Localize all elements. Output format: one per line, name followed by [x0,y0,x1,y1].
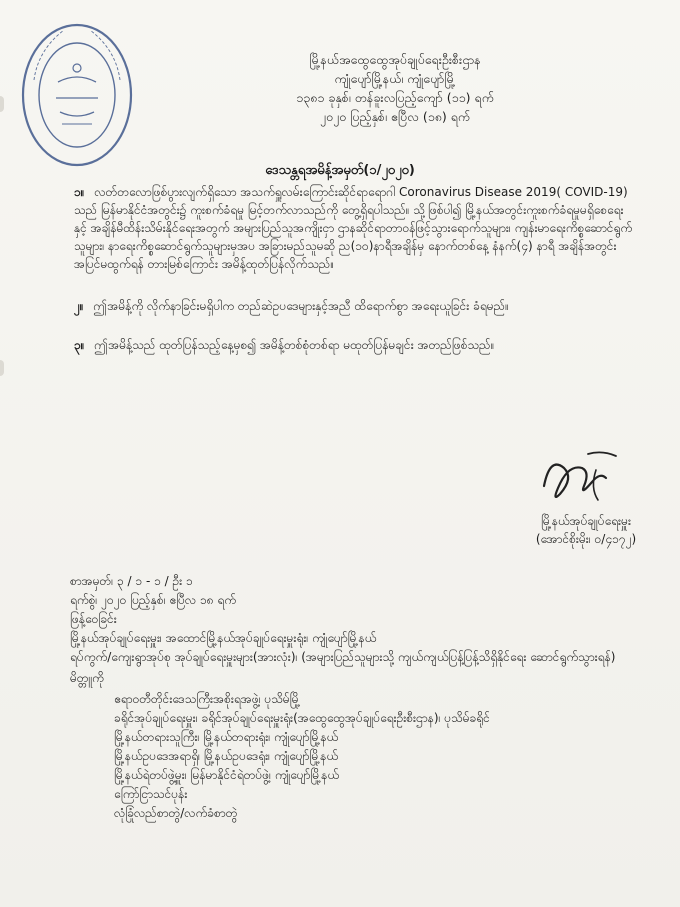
letter-date: ရက်စွဲ၊ ၂၀၂၀ ပြည့်နှစ်၊ ဧပြီလ ၁၈ ရက် [70,593,237,607]
paragraph-1 [74,183,634,273]
myanmar-date: ၁၃၈၁ ခုနှစ်၊ တန်ခူးလပြည့်ကျော် (၁၁) ရက် [296,90,494,105]
department-name: မြို့နယ်အထွေထွေအုပ်ချုပ်ရေးဦးစီးဌာန [309,52,481,67]
township-name: ကျုံပျော်မြို့နယ်၊ ကျုံပျော်မြို့ [334,71,456,86]
signatory-block [506,512,666,548]
distribution-recipient: ရပ်ကွက်/ကျေးရွာအုပ်စု အုပ်ချုပ်ရေးမှူးများ(အားလုံး)၊ (အများပြည်သူများသို့ ကျယ်ကျယ်ပြန့်ပြန့်သိရှိနိုင်ရေး ဆောင်ရွက်သွားရန်) [70,650,616,664]
paragraph-text: ဤအမိန့်ကို လိုက်နာခြင်းမရှိပါက တည်ဆဲဥပဒေများနှင့်အညီ ထိရောက်စွာ အရေးယူခြင်း ခံရမည်။ [93,299,509,313]
signatory-title: မြို့နယ်အုပ်ချုပ်ရေးမှူး [540,514,631,528]
order-title: ဒေသန္တရအမိန့်အမှတ်(၁/၂၀၂၀) [265,163,415,178]
official-stamp [18,20,136,170]
copy-recipient: ကြော်ငြာသင်ပုန်း [114,787,188,801]
letter-number: စာအမှတ်၊ ၃ / ၁ - ၁ / ဦး ၁ [70,574,193,588]
copy-recipient: မြို့နယ်ရဲတပ်ဖွဲ့မှူး၊ မြန်မာနိုင်ငံရဲတပ်ဖွဲ့၊ ကျုံပျော်မြို့နယ် [114,768,339,782]
paragraph-3 [74,336,634,354]
paragraph-text: လတ်တလောဖြစ်ပွားလျက်ရှိသော အသက်ရှူလမ်းကြောင်းဆိုင်ရာရောဂါ Coronavirus Disease 2019( COVID-19) သည် မြန်မာနိုင်ငံအတွင်း၌ ကူးစက်ခံရမှု မြင့်တက်လာသည်ကို တွေ့ရှိရပါသည်။ သို့ဖြစ်ပါ၍ မြို့နယ်အတွင်းကူးစက်ခံရမှုမရှိစေရေးနှင့် အချိန်မီထိန်းသိမ်းနိုင်ရေးအတွက် အများပြည်သူအကျိုးငှာ ဌာနဆိုင်ရာတာဝန်ဖြင့်သွားရောက်သူများ၊ ကျန်းမာရေးကိစ္စဆောင်ရွက်သူများ၊ နာရေးကိစ္စဆောင်ရွက်သူများမှအပ အခြားမည်သူမဆို ည(၁၀)နာရီအချိန်မှ နောက်တစ်နေ့ နံနက်(၄) နာရီ အချိန်အတွင်း အပြင်မထွက်ရန် တားမြစ်ကြောင်း အမိန့်ထုတ်ပြန်လိုက်သည်။ [74,185,633,271]
paragraph-number: ၁။ [74,185,85,199]
reference-block [70,572,630,823]
gregorian-date: ၂၀၂၀ ပြည့်နှစ်၊ ဧပြီလ (၁၈) ရက် [319,109,471,124]
copy-recipient: လုံခြုံလည်စာတွဲ/လက်ခံစာတွဲ [114,806,238,820]
document-header [230,50,560,126]
distribution-label: ဖြန့်ဝေခြင်း [70,612,117,626]
distribution-recipient: မြို့နယ်အုပ်ချုပ်ရေးမှူး၊ အထောင်မြို့နယ်အုပ်ချုပ်ရေးမှူးရုံး၊ ကျုံပျော်မြို့နယ် [70,631,377,645]
binder-hole [0,360,4,376]
paragraph-2 [74,297,634,315]
copy-to-label: မိတ္တူကို [70,671,104,685]
signatory-id: (အောင်စိုးမိုး၊ ဝ/၄၁၇၂) [535,532,637,546]
paragraph-number: ၂။ [74,299,84,313]
binder-hole [0,96,4,112]
copy-recipient: ဧရာဝတီတိုင်းဒေသကြီးအစိုးရအဖွဲ့၊ ပုသိမ်မြို့ [114,692,301,706]
copy-recipient: မြို့နယ်ဥပဒေအရာရှိ၊ မြို့နယ်ဥပဒေရုံး၊ ကျုံပျော်မြို့နယ် [114,749,339,763]
paragraph-text: ဤအမိန့်သည် ထုတ်ပြန်သည့်နေ့မှစ၍ အမိန့်တစ်စုံတစ်ရာ မထုတ်ပြန်မချင်း အတည်ဖြစ်သည်။ [94,338,495,352]
copy-recipient: ခရိုင်အုပ်ချုပ်ရေးမှူး၊ ခရိုင်အုပ်ချုပ်ရေးမှူးရုံး(အထွေထွေအုပ်ချုပ်ရေးဦးစီးဌာန)၊ ပုသိမ်ခရိုင် [114,711,490,725]
copy-list [70,690,630,823]
signature-mark [536,440,626,510]
copy-recipient: မြို့နယ်တရားသူကြီး၊ မြို့နယ်တရားရုံး၊ ကျုံပျော်မြို့နယ် [114,730,339,744]
paragraph-number: ၃။ [74,338,85,352]
